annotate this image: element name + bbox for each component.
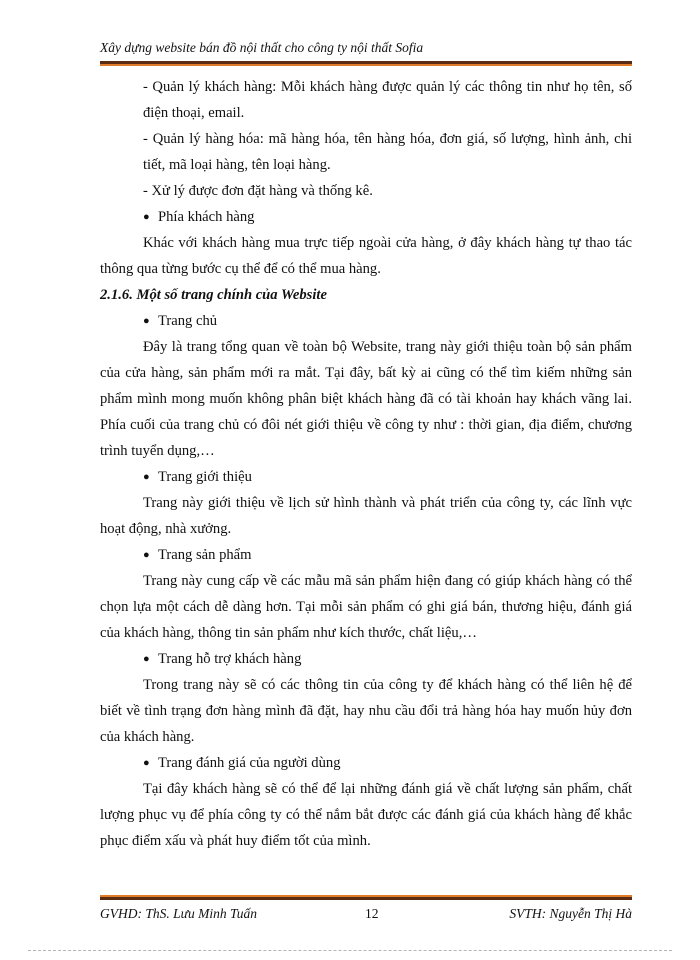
bullet-item-page [100, 464, 632, 490]
bullet-item-page [100, 308, 632, 334]
bullet-item-page [100, 542, 632, 568]
footer-rule-dark [100, 897, 632, 900]
bullet-label: Trang chủ [158, 313, 218, 329]
dash-item: - Xử lý được đơn đặt hàng và thống kê. [143, 183, 373, 199]
paragraph: Trang này cung cấp về các mẫu mã sản phẩm hiện đang có giúp khách hàng có thể chọn lựa một cách dễ dàng hơn. Tại mỗi sản phẩm có ghi giá bán, thương hiệu, đánh giá của khách hàng, thông tin sản phẩm như kích thước, chất liệu,… [100, 573, 632, 641]
dash-item: - Quản lý khách hàng: Mỗi khách hàng được quản lý các thông tin như họ tên, số điện thoại, email. [143, 79, 632, 121]
dash-item: - Quản lý hàng hóa: mã hàng hóa, tên hàng hóa, đơn giá, số lượng, hình ảnh, chi tiết, mã loại hàng, tên loại hàng. [143, 131, 632, 173]
bullet-label: Phía khách hàng [158, 209, 255, 225]
paragraph: Trang này giới thiệu về lịch sử hình thành và phát triển của công ty, các lĩnh vực hoạt động, nhà xưởng. [100, 495, 632, 537]
bullet-item-page [100, 646, 632, 672]
bullet-icon: ● [143, 211, 150, 223]
header-rule-orange [100, 64, 632, 66]
bullet-icon: ● [143, 315, 150, 327]
bullet-label: Trang hỗ trợ khách hàng [158, 651, 302, 667]
bullet-icon: ● [143, 471, 150, 483]
page-number: 12 [365, 906, 379, 921]
footer-supervisor: GVHD: ThS. Lưu Minh Tuấn [100, 906, 258, 921]
section-heading: 2.1.6. Một số trang chính của Website [100, 287, 327, 303]
paragraph: Tại đây khách hàng sẽ có thể để lại những đánh giá về chất lượng sản phẩm, chất lượng phục vụ để phía công ty có thể nắm bắt được các đánh giá của khách hàng để khắc phục điểm xấu và phát huy điểm tốt của mình. [100, 781, 632, 849]
body-text [100, 74, 632, 854]
page-break-line [28, 950, 672, 951]
bullet-label: Trang đánh giá của người dùng [158, 755, 341, 771]
bullet-icon: ● [143, 653, 150, 665]
footer-student: SVTH: Nguyễn Thị Hà [509, 906, 632, 921]
running-header: Xây dựng website bán đồ nội thất cho công ty nội thất Sofia [100, 40, 424, 55]
page-footer [100, 906, 632, 924]
bullet-icon: ● [143, 549, 150, 561]
bullet-item-page [100, 750, 632, 776]
bullet-label: Trang giới thiệu [158, 469, 252, 485]
bullet-label: Trang sản phẩm [158, 547, 252, 563]
paragraph: Khác với khách hàng mua trực tiếp ngoài cửa hàng, ở đây khách hàng tự thao tác thông qua từng bước cụ thể để có thể mua hàng. [100, 235, 632, 277]
bullet-item-customer [100, 204, 632, 230]
paragraph: Đây là trang tổng quan về toàn bộ Website, trang này giới thiệu toàn bộ sản phẩm của cửa hàng, sản phẩm mới ra mắt. Tại đây, bất kỳ ai cũng có thể tìm kiếm những sản phẩm mình mong muốn không phân biệt khách hàng đã có tài khoản hay khách vãng lai. Phía cuối của trang chủ có đôi nét giới thiệu về công ty như : thời gian, địa điểm, chương trình tuyển dụng,… [100, 339, 632, 459]
bullet-icon: ● [143, 757, 150, 769]
paragraph: Trong trang này sẽ có các thông tin của công ty để khách hàng có thể liên hệ để biết về tình trạng đơn hàng mình đã đặt, hay nhu cầu đổi trả hàng hóa hay muốn hủy đơn của khách hàng. [100, 677, 632, 745]
